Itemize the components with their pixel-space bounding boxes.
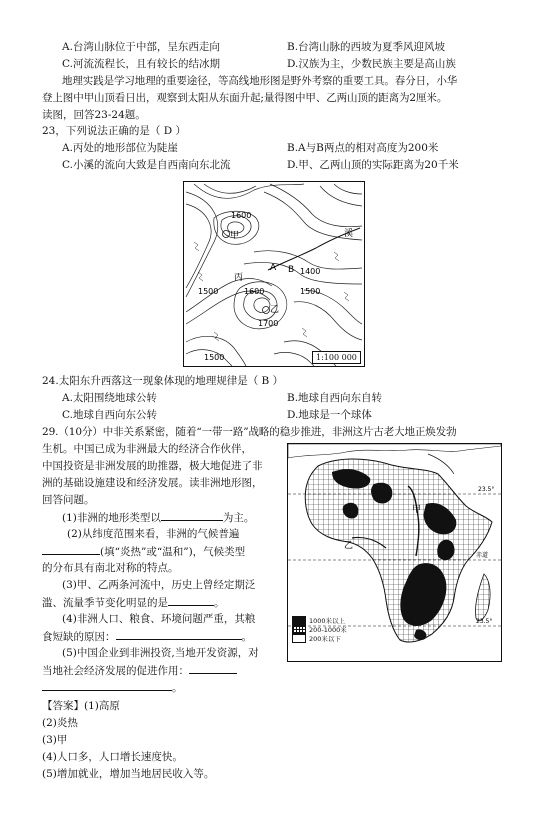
peak-jia-marker [223, 231, 230, 238]
point-a-label: A [270, 263, 277, 273]
q29-p1-text-b: 为主。 [222, 512, 255, 524]
legend-item-low [292, 634, 347, 643]
legend-swatch-mid [292, 625, 306, 634]
peak-jia-label: 甲 [230, 231, 240, 241]
answer-blank-4[interactable] [116, 629, 242, 640]
river-jia-label: 甲 [412, 505, 422, 515]
q23-option-d: D.甲、乙两山顶的实际距离为20千米 [287, 159, 459, 171]
contour-label-1600-top: 1600 [231, 211, 252, 220]
passage-line-2: 登上图中甲山顶看日出，观察到太阳从东面升起;量得图中甲、乙两山顶的距离为2厘米。 [42, 92, 448, 104]
contour-label-1600-mid: 1600 [244, 287, 265, 296]
lat-north-label: 23.5° [478, 486, 495, 493]
q29-p5-text-c: 。 [172, 682, 183, 694]
q23-option-a: A.丙处的地形部位为陡崖 [62, 142, 178, 154]
q24-option-d: D.地球是一个球体 [287, 409, 372, 421]
q23-stem: 23，下列说法正确的是（ D ） [42, 125, 186, 137]
africa-map-legend [292, 616, 347, 643]
q29-part-2-line-1: (2)从纬度范围来看，非洲的气候普遍 [67, 528, 240, 540]
stream-label: 溪 [344, 229, 354, 239]
q29-part-5-line-1: (5)中国企业到非洲投资,当地开发资源，对 [62, 647, 259, 659]
q29-intro-line-1: 29.（10分）中非关系紧密，随着“一带一路”战略的稳步推进，非洲这片古老大地正焕发勃 [42, 426, 457, 438]
q29-part-4-line-1: (4)非洲人口、粮食、环境问题严重，其粮 [62, 613, 256, 625]
lat-south-label: 23.5° [476, 618, 493, 625]
answer-4: (4)人口多，人口增长速度快。 [42, 751, 183, 763]
map-scale: 1:100 000 [312, 351, 361, 364]
answer-3: (3)甲 [42, 734, 68, 746]
africa-map [287, 443, 502, 662]
legend-swatch-high [292, 616, 306, 625]
passage-line-3: 读图，回答23-24题。 [42, 109, 146, 121]
q29-part-3-line-2 [42, 595, 225, 610]
q29-p4-text-c: 。 [241, 631, 252, 643]
legend-item-mid [292, 625, 347, 634]
q29-intro-line-2: 生机。中国已成为非洲最大的经济合作伙伴， [42, 443, 252, 455]
equator-label: 赤道 [476, 552, 489, 559]
q24-option-a: A.太阳围绕地球公转 [62, 392, 157, 404]
point-b-label: B [288, 265, 295, 275]
q29-intro-line-5: 回答问题。 [42, 494, 95, 506]
answer-blank-1[interactable] [161, 510, 223, 521]
q29-part-5-line-2 [42, 663, 237, 678]
peak-yi-label: 乙 [270, 305, 280, 315]
river-yi-label: 乙 [344, 541, 354, 551]
q24-option-c: C.地球自西向东公转 [62, 409, 157, 421]
answer-blank-5a[interactable] [189, 663, 237, 674]
legend-label-low: 200米以下 [309, 635, 341, 643]
q24-stem: 24.太阳东升西落这一现象体现的地理规律是（ B ） [42, 375, 284, 387]
q29-p3-text-c: 。 [214, 597, 225, 609]
passage-line-1: 地理实践是学习地理的重要途径，等高线地形图是野外考察的重要工具。春分日，小华 [62, 75, 458, 87]
answer-5: (5)增加就业，增加当地居民收入等。 [42, 768, 215, 780]
contour-label-1500-bottom: 1500 [204, 353, 225, 362]
q29-p5-text-b: 当地社会经济发展的促进作用： [42, 665, 189, 677]
q23-option-b: B.A与B两点的相对高度为200米 [287, 142, 439, 154]
q22-option-c: C.河流流程长，且有较长的结冰期 [62, 58, 220, 70]
place-bing-label: 丙 [234, 273, 244, 283]
answer-blank-2[interactable] [42, 544, 100, 555]
contour-map [183, 181, 365, 367]
peak-yi-marker [263, 307, 270, 314]
q29-part-1 [62, 510, 254, 525]
q22-option-a: A.台湾山脉位于中部，呈东西走向 [62, 41, 220, 53]
contour-label-1400: 1400 [300, 267, 321, 276]
q29-part-3-line-1: (3)甲、乙两条河流中，历史上曾经定期泛 [62, 579, 256, 591]
legend-label-mid: 200-1000米 [309, 626, 347, 634]
q29-part-5-line-3 [42, 680, 183, 695]
q24-option-b: B.地球自西向东自转 [287, 392, 383, 404]
legend-label-high: 1000米以上 [309, 617, 346, 625]
q23-option-c: C.小溪的流向大致是自西南向东北流 [62, 159, 231, 171]
contour-label-1500-right: 1500 [300, 287, 321, 296]
q29-part-2-line-3: 的分布具有南北对称的特点。 [42, 562, 179, 574]
q29-p3-text-b: 滥、流量季节变化明显的是 [42, 597, 168, 609]
contour-label-1500-left: 1500 [198, 287, 219, 296]
contour-map-drawing [184, 182, 364, 366]
legend-swatch-low [292, 634, 306, 643]
q29-p4-text-b: 食短缺的原因： [42, 631, 116, 643]
answer-blank-3[interactable] [168, 595, 214, 606]
q29-part-2-line-2 [42, 544, 245, 559]
legend-item-high [292, 616, 347, 625]
q29-p2-text-b: (填“炎热”或“温和”)，气候类型 [100, 546, 246, 558]
answer-blank-5b[interactable] [42, 680, 172, 691]
q29-p1-text-a: (1)非洲的地形类型以 [62, 512, 161, 524]
answer-2: (2)炎热 [42, 717, 78, 729]
q29-intro-line-4: 洲的基础设施建设和经济发展。读非洲地形图， [42, 477, 263, 489]
q29-intro-line-3: 中国投资是非洲发展的助推器，极大地促进了非 [42, 460, 263, 472]
contour-label-1700: 1700 [258, 319, 279, 328]
answer-header: 【答案】(1)高原 [42, 700, 120, 712]
q29-part-4-line-2 [42, 629, 252, 644]
q22-option-b: B.台湾山脉的西坡为夏季风迎风坡 [287, 41, 446, 53]
q22-option-d: D.汉族为主，少数民族主要是高山族 [287, 58, 456, 70]
